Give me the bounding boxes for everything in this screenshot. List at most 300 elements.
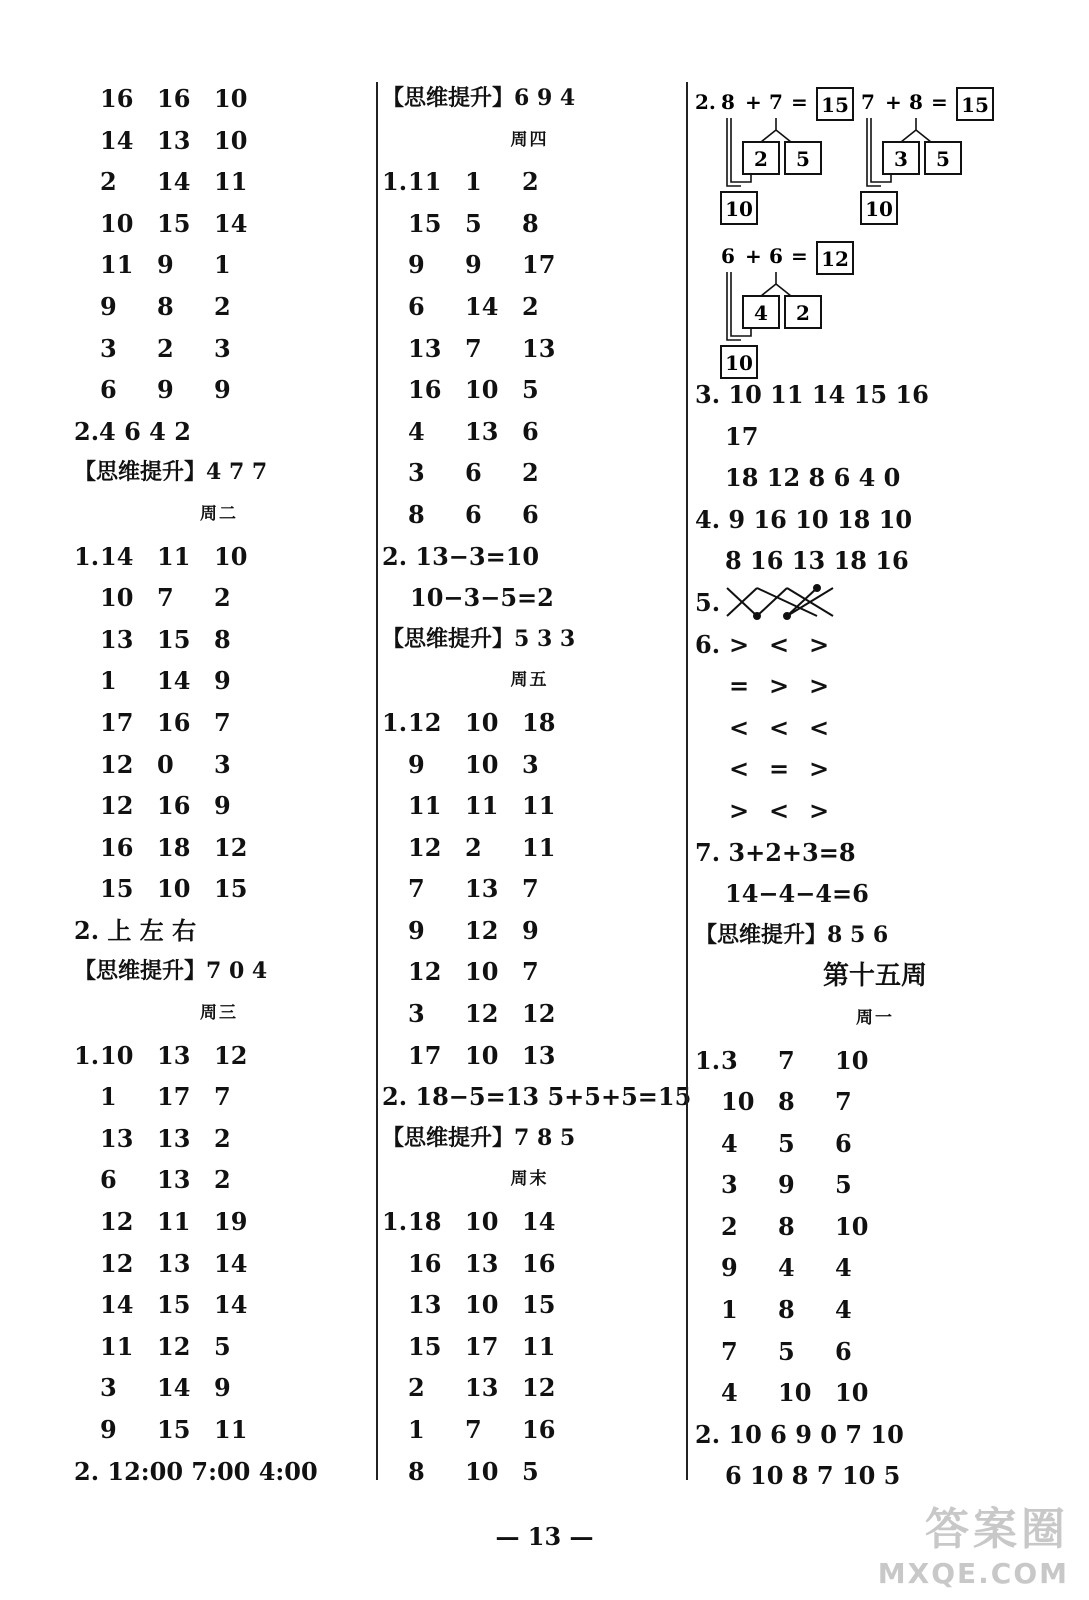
answer-value: 11: [522, 832, 556, 862]
q3-answer: 3. 10 11 14 15 16: [695, 380, 929, 409]
answer-value: 14: [100, 1290, 134, 1320]
answer-value: 7: [778, 1045, 795, 1075]
answer-value: 2: [522, 458, 539, 488]
q2-label: 2.: [695, 90, 716, 114]
make-ten-diagrams: [695, 78, 1055, 374]
answer-row: [382, 494, 677, 536]
plus-sign: +: [745, 90, 762, 114]
answer-value: 2: [214, 1123, 231, 1153]
answer-row: [382, 369, 677, 411]
result-value: 12: [821, 247, 849, 271]
answer-value: 3: [214, 749, 231, 779]
answer-value: 3: [721, 1170, 738, 1200]
answer-value: 5: [778, 1336, 795, 1366]
answer-value: 18: [157, 832, 191, 862]
addend-a: 8: [721, 90, 735, 114]
answer-value: 10: [835, 1211, 869, 1241]
answer-value: 7: [522, 874, 539, 904]
answer-row: [382, 1243, 677, 1285]
answer-row: [695, 1289, 1055, 1331]
answer-value: 17: [100, 707, 134, 737]
comparison-symbol: >: [729, 795, 750, 825]
addend-b: 7: [769, 90, 783, 114]
answer-value: 11: [100, 250, 134, 280]
answer-value: 14: [522, 1207, 556, 1237]
answer-row: [74, 660, 364, 702]
answer-value: 10: [465, 1456, 499, 1486]
q2-answer: 2. 18−5=13 5+5+5=15: [382, 1082, 692, 1112]
answer-value: 10: [100, 1040, 134, 1070]
answer-value: 8: [214, 624, 231, 654]
answer-value: 13: [465, 1248, 499, 1278]
answer-value: 11: [214, 1415, 248, 1444]
comparison-symbol: <: [769, 712, 790, 742]
answer-row: [382, 203, 677, 245]
comparison-symbol: >: [809, 629, 830, 659]
answer-row: [74, 702, 364, 744]
answer-value: 10: [465, 1290, 499, 1320]
answer-value: 6: [408, 291, 425, 321]
day-heading: 周四: [510, 129, 549, 150]
answer-row: [74, 244, 364, 286]
answer-value: 9: [214, 791, 231, 821]
match-line: [787, 588, 817, 616]
answer-value: 13: [465, 1373, 499, 1403]
day-heading: 周三: [200, 1003, 238, 1024]
answer-value: 8: [778, 1211, 795, 1241]
answer-value: 5: [522, 375, 539, 405]
answer-value: 10: [465, 1040, 499, 1070]
answer-value: 10: [100, 583, 134, 613]
answer-row: [74, 1409, 364, 1451]
comparison-row: [695, 748, 1055, 790]
answer-value: 9: [157, 250, 174, 280]
answer-value: 6: [465, 458, 482, 488]
answer-value: 6: [835, 1128, 852, 1158]
answer-value: 4: [835, 1253, 852, 1283]
answer-value: 9: [214, 666, 231, 696]
answer-value: 1: [408, 1415, 425, 1444]
answer-value: 13: [157, 1248, 191, 1278]
q2-answer: 2. 12:00 7:00 4:00: [74, 1456, 318, 1486]
day-heading: 周二: [200, 503, 238, 524]
day-heading: 周一: [856, 1007, 894, 1028]
answer-value: 11: [522, 1331, 556, 1361]
answer-value: 12: [522, 1373, 556, 1403]
answer-value: 12: [100, 791, 134, 821]
answer-value: 13: [157, 1040, 191, 1070]
answer-row: [382, 1367, 677, 1409]
answer-row: [382, 328, 677, 370]
answer-value: 17: [522, 250, 556, 280]
comparison-row: [695, 707, 1055, 749]
answer-value: 5: [465, 208, 482, 238]
answer-value: 2: [721, 1211, 738, 1241]
answer-value: 19: [214, 1207, 248, 1237]
addend-b: 6: [769, 244, 783, 268]
q3-answer-cont: 18 12 8 6 4 0: [725, 463, 901, 493]
comparison-symbol: <: [809, 712, 830, 742]
answer-value: 9: [721, 1253, 738, 1283]
split-value-2: 2: [796, 301, 810, 325]
comparison-symbol: <: [729, 754, 750, 784]
question-number: 6.: [695, 629, 721, 659]
answer-row: [382, 1409, 677, 1451]
split-value-2: 5: [796, 147, 810, 171]
answer-value: 10: [214, 84, 248, 113]
answer-value: 15: [157, 624, 191, 654]
answer-row: [382, 244, 677, 286]
answer-value: 5: [522, 1456, 539, 1486]
question-number: 1.: [382, 1207, 408, 1237]
answer-row: [74, 536, 364, 578]
answer-value: 12: [408, 832, 442, 862]
answer-row: [74, 827, 364, 869]
answer-value: 9: [778, 1170, 795, 1200]
answer-value: 14: [157, 666, 191, 696]
answer-value: 13: [408, 333, 442, 363]
matching-lines-icon: [723, 584, 843, 624]
question-number: 1.: [74, 1040, 100, 1070]
answer-value: 3: [100, 333, 117, 363]
q2-answer: 2.4 6 4 2: [74, 416, 191, 446]
answer-row: [695, 1331, 1055, 1373]
day-heading: 周末: [510, 1169, 549, 1190]
comparison-symbol: >: [809, 671, 830, 701]
answer-value: 13: [100, 624, 134, 654]
answer-value: 11: [214, 167, 248, 197]
make-ten-equation-2: [861, 88, 993, 224]
answer-row: [382, 411, 677, 453]
answer-row: [74, 1243, 364, 1285]
question-number: 1.: [74, 541, 100, 571]
answer-value: 13: [522, 333, 556, 363]
addend-b: 8: [909, 90, 923, 114]
answer-block: [74, 78, 364, 411]
answer-value: 10: [835, 1045, 869, 1075]
answer-value: 9: [100, 1415, 117, 1444]
answer-value: 9: [408, 250, 425, 280]
ten-value: 10: [725, 197, 753, 221]
answer-value: 13: [522, 1040, 556, 1070]
answer-value: 11: [408, 167, 442, 197]
comparison-symbol: >: [809, 754, 830, 784]
answer-value: 13: [465, 416, 499, 446]
answer-row: [74, 1035, 364, 1077]
q7-answer: 7. 3+2+3=8: [695, 837, 856, 867]
answer-value: 10: [465, 957, 499, 987]
answer-value: 1: [721, 1295, 738, 1325]
answer-value: 7: [465, 333, 482, 363]
answer-value: 15: [522, 1290, 556, 1320]
answer-value: 4: [778, 1253, 795, 1283]
answer-row: [382, 785, 677, 827]
answer-row: [695, 1372, 1055, 1414]
answer-value: 7: [835, 1087, 852, 1117]
answer-value: 8: [778, 1087, 795, 1117]
answer-value: 2: [214, 1165, 231, 1195]
split-value-2: 5: [936, 147, 950, 171]
split-value-1: 3: [894, 147, 908, 171]
answer-value: 17: [157, 1082, 191, 1112]
answer-value: 9: [214, 375, 231, 405]
answer-row: [74, 1118, 364, 1160]
week-title: 第十五周: [822, 961, 927, 992]
answer-value: 6: [100, 1165, 117, 1195]
answer-value: 9: [157, 375, 174, 405]
split-lines: [901, 118, 931, 142]
answer-value: 12: [100, 1248, 134, 1278]
answer-value: 2: [408, 1373, 425, 1403]
answer-row: [382, 1035, 677, 1077]
q5-matching: [695, 582, 1055, 624]
q2-answer-cont: 6 10 8 7 10 5: [725, 1461, 901, 1491]
day-heading: 周五: [510, 670, 549, 691]
answer-value: 6: [465, 499, 482, 529]
answer-value: 1: [100, 666, 117, 696]
answer-value: 16: [522, 1415, 556, 1444]
addend-a: 6: [721, 244, 735, 268]
answer-block: [74, 536, 364, 910]
answer-row: [382, 702, 677, 744]
comparison-symbol: <: [769, 629, 790, 659]
column-divider: [376, 82, 378, 1480]
answer-value: 2: [100, 167, 117, 197]
answer-column-1: [74, 78, 364, 1492]
ten-lines: [867, 118, 891, 186]
answer-row: [74, 1201, 364, 1243]
answer-value: 1: [214, 250, 231, 280]
answer-value: 8: [157, 291, 174, 321]
answer-value: 14: [214, 1248, 248, 1278]
match-line: [757, 588, 817, 616]
thinking-answer: 【思维提升】7 0 4: [74, 958, 268, 985]
answer-value: 18: [522, 707, 556, 737]
match-line: [757, 588, 787, 616]
answer-value: 13: [100, 1123, 134, 1153]
ten-value: 10: [865, 197, 893, 221]
answer-row: [382, 868, 677, 910]
answer-row: [695, 1040, 1055, 1082]
answer-value: 5: [778, 1128, 795, 1158]
answer-value: 15: [157, 1415, 191, 1444]
answer-row: [74, 577, 364, 619]
answer-value: 4: [721, 1128, 738, 1158]
comparison-symbol: >: [769, 671, 790, 701]
answer-row: [74, 286, 364, 328]
answer-row: [382, 286, 677, 328]
answer-value: 13: [157, 125, 191, 155]
answer-value: 9: [100, 291, 117, 321]
answer-value: 11: [157, 541, 191, 571]
answer-value: 8: [522, 208, 539, 238]
answer-value: 12: [100, 749, 134, 779]
answer-value: 8: [408, 499, 425, 529]
answer-value: 10: [465, 375, 499, 405]
answer-value: 13: [408, 1290, 442, 1320]
answer-value: 14: [214, 1290, 248, 1320]
answer-value: 10: [214, 125, 248, 155]
answer-value: 9: [408, 915, 425, 945]
answer-value: 15: [408, 208, 442, 238]
q2-answer: 2. 10 6 9 0 7 10: [695, 1419, 904, 1449]
answer-value: 14: [214, 208, 248, 238]
answer-row: [382, 452, 677, 494]
answer-block: [382, 702, 677, 1076]
thinking-answer: 【思维提升】8 5 6: [695, 921, 889, 948]
answer-row: [695, 1123, 1055, 1165]
answer-value: 15: [408, 1331, 442, 1361]
watermark-logo: 答案圈: [925, 1504, 1069, 1555]
answer-row: [74, 161, 364, 203]
comparison-row: [695, 790, 1055, 832]
q6-comparisons: [695, 624, 1055, 832]
answer-value: 1: [465, 167, 482, 197]
answer-value: 4: [835, 1295, 852, 1325]
answer-value: 11: [465, 791, 499, 821]
equals-sign: =: [931, 90, 948, 114]
answer-value: 13: [157, 1165, 191, 1195]
comparison-symbol: =: [729, 671, 750, 701]
thinking-answer: 【思维提升】6 9 4: [382, 85, 576, 111]
result-value: 15: [821, 93, 849, 117]
answer-value: 8: [408, 1456, 425, 1486]
answer-value: 2: [214, 291, 231, 321]
question-number: 1.: [382, 707, 408, 737]
answer-value: 6: [522, 499, 539, 529]
q7-answer-cont: 14−4−4=6: [725, 879, 869, 909]
q2-answer: 2. 13−3=10: [382, 541, 540, 571]
answer-value: 10: [157, 874, 191, 904]
answer-value: 10: [465, 749, 499, 779]
answer-value: 15: [100, 874, 134, 904]
answer-row: [74, 1367, 364, 1409]
comparison-symbol: <: [769, 795, 790, 825]
plus-sign: +: [745, 244, 762, 268]
answer-value: 14: [157, 167, 191, 197]
answer-value: 10: [100, 208, 134, 238]
split-value-1: 4: [754, 301, 768, 325]
answer-value: 7: [214, 1082, 231, 1112]
answer-row: [74, 744, 364, 786]
answer-row: [74, 1284, 364, 1326]
answer-value: 12: [214, 1040, 248, 1070]
answer-value: 12: [157, 1331, 191, 1361]
equals-sign: =: [791, 90, 808, 114]
answer-row: [382, 951, 677, 993]
answer-value: 12: [214, 832, 248, 862]
answer-value: 12: [408, 957, 442, 987]
answer-value: 7: [522, 957, 539, 987]
answer-row: [382, 161, 677, 203]
match-dot: [754, 613, 760, 619]
answer-row: [695, 1081, 1055, 1123]
make-ten-equation-3: [721, 242, 853, 378]
answer-row: [382, 910, 677, 952]
answer-value: 16: [100, 832, 134, 862]
answer-value: 13: [157, 1123, 191, 1153]
answer-value: 14: [157, 1373, 191, 1403]
answer-value: 11: [408, 791, 442, 821]
answer-value: 16: [408, 375, 442, 405]
answer-value: 14: [100, 125, 134, 155]
watermark: [878, 1493, 1069, 1590]
split-lines: [761, 272, 791, 296]
answer-row: [74, 203, 364, 245]
answer-value: 15: [157, 1290, 191, 1320]
answer-value: 13: [465, 874, 499, 904]
thinking-answer: 【思维提升】4 7 7: [74, 459, 268, 486]
q4-answer-cont: 8 16 13 18 16: [725, 546, 909, 576]
q4-answer: 4. 9 16 10 18 10: [695, 504, 913, 534]
answer-value: 6: [100, 375, 117, 405]
answer-row: [74, 369, 364, 411]
answer-value: 9: [408, 749, 425, 779]
answer-value: 16: [100, 84, 134, 113]
answer-value: 7: [157, 583, 174, 613]
answer-row: [695, 1206, 1055, 1248]
answer-value: 2: [522, 167, 539, 197]
answer-row: [74, 1076, 364, 1118]
answer-value: 10: [465, 707, 499, 737]
answer-value: 4: [408, 416, 425, 446]
answer-value: 9: [214, 1373, 231, 1403]
comparison-symbol: =: [769, 754, 790, 784]
answer-row: [74, 619, 364, 661]
ten-lines: [727, 118, 751, 186]
answer-value: 4: [721, 1378, 738, 1408]
make-ten-equation-1: [721, 88, 853, 224]
result-value: 15: [961, 93, 989, 117]
answer-value: 3: [214, 333, 231, 363]
answer-row: [382, 827, 677, 869]
comparison-symbol: >: [729, 629, 750, 659]
q3-answer-cont: 17: [725, 421, 759, 451]
ten-value: 10: [725, 351, 753, 375]
answer-value: 11: [522, 791, 556, 821]
comparison-row: [695, 665, 1055, 707]
make-ten-diagram-svg: [695, 78, 1035, 378]
answer-value: 16: [157, 707, 191, 737]
answer-block: [695, 1040, 1055, 1414]
answer-column-2: [382, 78, 692, 1492]
answer-value: 9: [522, 915, 539, 945]
equals-sign: =: [791, 244, 808, 268]
question-number: 1.: [382, 167, 408, 197]
answer-row: [382, 1201, 677, 1243]
split-value-1: 2: [754, 147, 768, 171]
answer-value: 11: [157, 1207, 191, 1237]
answer-row: [74, 120, 364, 162]
answer-value: 2: [522, 291, 539, 321]
answer-value: 15: [214, 874, 248, 904]
answer-value: 5: [214, 1331, 231, 1361]
answer-row: [74, 78, 364, 120]
answer-value: 7: [721, 1336, 738, 1366]
addend-a: 7: [861, 90, 875, 114]
answer-row: [382, 993, 677, 1035]
match-dot: [814, 585, 820, 591]
answer-row: [74, 328, 364, 370]
q2-answer: 2. 上 左 右: [74, 915, 197, 945]
answer-value: 16: [522, 1248, 556, 1278]
answer-value: 9: [465, 250, 482, 280]
answer-column-3: [695, 78, 1055, 1497]
answer-value: 12: [100, 1207, 134, 1237]
answer-value: 16: [157, 791, 191, 821]
answer-value: 8: [778, 1295, 795, 1325]
match-dot: [784, 613, 790, 619]
